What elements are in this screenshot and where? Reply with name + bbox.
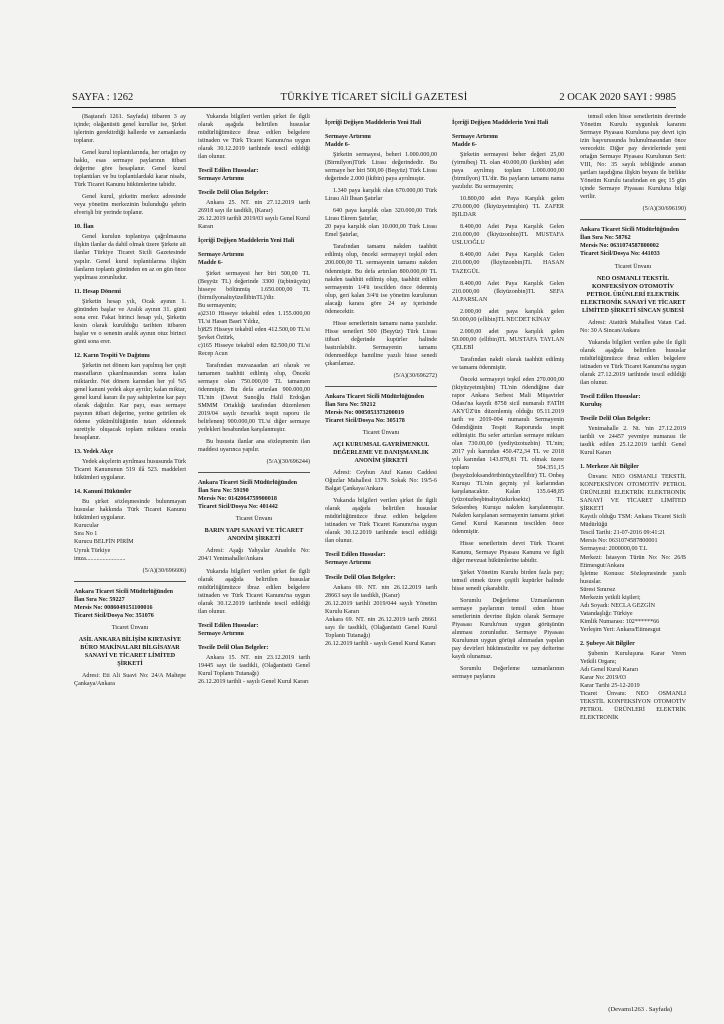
paragraph: Şirketin hesap yılı, Ocak ayının 1. gününden başlar ve Aralık ayının 31. günü sona erer. Fakat birinci hesap yılı, Şirketin kesin olarak kurulduğu tarihten itibaren başlar ve o senenin aralık ayının otuz birinci günü sona erer. bbox=[74, 298, 186, 345]
column-3 bbox=[325, 113, 437, 993]
paragraph: Şirketin sermayesi beher değeri 25,00 (yirmibeş) TL olan 40.000,00 (kırkbin) adet paya ayrılmış toplam 1.000.000,00 (birmilyon) TL'dir. Bu payların tamamı nama yazılıdır. Bu sermayenin; bbox=[452, 152, 564, 191]
header-rule bbox=[72, 107, 676, 108]
section-heading: 13. Yedek Akçe bbox=[74, 449, 114, 456]
section-heading: 2. Şubeye Ait Bilgiler bbox=[580, 640, 635, 647]
paragraph: Genel kurul toplantılarında, her ortağın oy hakkı, esas sermaye paylarının itibari değerine göre hesaplanır. Genel kurul toplantıları ve bu toplantılardaki karar nisabı, Türk Ticaret Kanunu hükümlerine tabidir. bbox=[74, 150, 186, 189]
notice-reference: (5/A)(30/696606) bbox=[142, 567, 186, 574]
paragraph: (Baştarafı 1261. Sayfada) itibaren 3 ay içinde; olağanüstü genel kurullar ise, Şirket işlerinin gerektirdiği hallerde ve zamanlarda toplanır. bbox=[74, 114, 186, 145]
section-heading: 11. Hesap Dönemi bbox=[74, 288, 121, 295]
company-title: AÇI KURUMSAL GAYRİMENKUL DEĞERLEME VE DANIŞMANLIK ANONİM ŞİRKETİ bbox=[332, 442, 430, 465]
column-5 bbox=[580, 113, 686, 993]
notice-reference: (5/A)(30/696272) bbox=[393, 372, 437, 379]
paragraph: Hisse senetlerinin devri Türk Ticaret Kanunu, Sermaye Piyasası Kanunu ve ilgili diğer mevzuat hükümlerine tabidir. bbox=[452, 541, 564, 564]
section-heading: Tescile Delil Olan Belgeler: bbox=[580, 416, 651, 422]
label: Ticaret Ünvanı bbox=[235, 516, 273, 523]
divider bbox=[325, 386, 437, 387]
section-heading: Tescil Edilen Hususlar: Kuruluş bbox=[580, 393, 641, 408]
column-1 bbox=[74, 113, 186, 993]
page-header bbox=[72, 92, 676, 106]
issue-date: 2 OCAK 2020 SAYI : 9985 bbox=[559, 92, 676, 103]
section-heading: Tescile Delil Olan Belgeler: bbox=[198, 644, 269, 651]
section-heading: Ankara Ticaret Sicili Müdürlüğünden İlan Sıra No: 59212 Mersis No: 0005053373200019 Ticaret Sicil/Dosya No: 305178 bbox=[325, 393, 425, 424]
section-heading: Sermaye Artırımı Madde 6- bbox=[452, 134, 498, 149]
paragraph: Ankara 69. NT. nin 26.12.2019 tarih 28663 sayı ile tasdikli, (Karar) 26.12.2019 tarihli 2019/044 sayılı Yönetim Kurulu Kararı Ankara 69. NT. nin 26.12.2019 tarih 28661 sayı ile tasdikli, (Olağanüstü Genel Kurul Toplantı Tutanağı) 26.12.2019 tarihli - sayılı Genel Kurul Kararı bbox=[325, 584, 437, 647]
continuation-note: (Devamı1263 . Sayfada) bbox=[608, 1006, 672, 1013]
divider bbox=[74, 581, 186, 582]
label: Ticaret Ünvanı bbox=[362, 430, 400, 437]
paragraph: Bu şirket sözleşmesinde bulunmayan hususlar hakkında Türk Ticaret Kanunu hükümleri uygulanır. Kurucular Sıra No 1 Kurucu BELFİN PİRİM Uyruk Türkiye imza.......................... bbox=[74, 499, 186, 562]
gazette-title: TÜRKİYE TİCARET SİCİLİ GAZETESİ bbox=[280, 92, 468, 103]
column-2 bbox=[198, 113, 310, 993]
paragraph: 1.340 paya karşılık olan 670.000,00 Türk Lirası Ali İhsan Şatırlar bbox=[325, 188, 437, 203]
paragraph: 8.400,00 Adet Paya Karşılık Gelen 210.000,00 (İkiyüzonbin)TL HASAN TAZEGÜL bbox=[452, 252, 564, 275]
paragraph: 8.400,00 Adet Paya Karşılık Gelen 210.000,00 (İkiyüzonbin)TL MUSTAFA USLUOĞLU bbox=[452, 224, 564, 247]
divider bbox=[580, 219, 686, 220]
paragraph: Adresi: Atatürk Mahallesi Vatan Cad. No: 30 A Sincan/Ankara bbox=[580, 319, 686, 334]
paragraph: Ankara 15. NT. nin 23.12.2019 tarih 19445 sayı ile tasdikli, (Olağanüstü Genel Kurul Toplantı Tutanağı) 26.12.2019 tarihli - sayılı Genel Kurul Kararı bbox=[198, 654, 310, 685]
paragraph: Yukarıda bilgileri verilen şirket ile ilgili olarak aşağıda belirtilen hususlar müdürlüğümüzce ibraz edilen belgelere istinaden ve Türk Ticaret Kanunu'na uygun olarak 30.12.2019 tarihinde tescil edildiği ilan olunur. bbox=[198, 568, 310, 615]
label: Ticaret Ünvanı bbox=[614, 263, 652, 270]
company-title: BARIN YAPI SANAYİ VE TİCARET ANONİM ŞİRKETİ bbox=[204, 528, 304, 543]
paragraph: Şirketin sermayesi, beheri 1.000.000,00 (Birmilyon)Türk Lirası değerindedir. Bu sermaye her biri 500,00 (Beşyüz) Türk Lirası değerinde 2.000 (ikibin) paya ayrılmıştır. bbox=[325, 152, 437, 183]
section-heading: Ankara Ticaret Sicili Müdürlüğünden İlan Sıra No: 59190 Mersis No: 0142064759900018 Ticaret Sicil/Dosya No: 401442 bbox=[198, 480, 298, 511]
section-heading: Ankara Ticaret Sicili Müdürlüğünden İlan Sıra No: 58762 Mersis No: 0631074587800002 Ticaret Sicil/Dosya No: 441033 bbox=[580, 227, 680, 258]
section-heading: Sermaye Artırımı Madde 6- bbox=[198, 252, 244, 267]
paragraph: Hisse senetlerinin tamamı nama yazılıdır. Hisse senetleri 500 (Beşyüz) Türk Lirası itibari değerinde kupürler halinde bastırılabilir. Sermayenin tamamı ödenmedikçe hamiline yazılı hisse senedi çıkarılamaz. bbox=[325, 320, 437, 367]
section-heading: Tescil Edilen Hususlar: Sermaye Artırımı bbox=[198, 168, 259, 183]
paragraph: Bu hususta ilanlar ana sözleşmenin ilan maddesi uyarınca yapılır. bbox=[198, 439, 310, 454]
company-title: ASİL ANKARA BİLİŞİM KIRTASİYE BÜRO MAKİNALARI BİLGİSAYAR SANAYİ VE TİCARET LİMİTED ŞİRKETİ bbox=[78, 636, 182, 667]
column-4 bbox=[452, 113, 564, 993]
paragraph: temsil eden hisse senetlerinin devrinde Yönetim Kurulu uygunluk kararını Sermaye Piyasası Kuruluna pay devri için izin başvurusunda bulunulmasından önce verecektir. Diğer pay devirlerinde yeni ortağın Sermaye Piyasası Kurulunun Seri: VIII, No: 35 sayılı tebliğinde aranan şartları taşıdığına ilişkin beyanı ile birlikte Yönetim Kurulu tarafından en geç 15 gün içinde Sermaye Piyasası Kuruluna bilgi verilir. bbox=[580, 114, 686, 201]
paragraph: 8.400,00 Adet Paya Karşılık Gelen 210.000,00 (İkiyüzonbin)TL SEFA ALPARSLAN bbox=[452, 280, 564, 303]
paragraph: Adresi: Ceyhun Atuf Kansu Caddesi Oğuzlar Mahallesi 1379. Sokak No: 19/5-6 Balgat Çankaya/Ankara bbox=[325, 470, 437, 493]
section-heading: İçeriği Değişen Maddelerin Yeni Hali bbox=[452, 120, 549, 126]
section-heading: 10. İlan bbox=[74, 224, 94, 231]
section-heading: Tescile Delil Olan Belgeler: bbox=[198, 190, 269, 197]
company-title: NEO OSMANLI TEKSTİL KONFEKSİYON OTOMOTİV PETROL ÜRÜNLERİ ELEKTRİK ELEKTRONİK SANAYİ VE TİCARET LİMİTED ŞİRKETİ SİNCAN ŞUBESİ bbox=[580, 275, 686, 314]
notice-reference: (5/A)(30/696190) bbox=[642, 206, 686, 213]
section-heading: Sermaye Artırımı Madde 6- bbox=[325, 134, 371, 149]
notice-reference: (5/A)(30/696244) bbox=[266, 459, 310, 466]
paragraph: Ankara 25. NT. nin 27.12.2019 tarih 26918 sayı ile tasdikli, (Karar) 26.12.2019 tarihli 2019/03 sayılı Genel Kurul Kararı bbox=[198, 200, 310, 231]
paragraph: 2.000,00 adet paya karşılık gelen 50.000,00 (ellibin)TL NECDET KİNAY bbox=[452, 308, 564, 323]
section-heading: 1. Merkeze Ait Bilgiler bbox=[580, 464, 639, 471]
paragraph: Şirket sermayesi her biri 500,00 TL (Beşyüz TL) değerinde 3300 (üçbinüçyüz) hisseye bölünmüş 1.650.000,00 TL (birmilyonaltıyüzellibinTL)'dir. Bu sermayenin; a)2310 Hisseye tekabül eden 1.155.000,00 TL'si Hasan Basri Yıldız, b)825 Hisseye tekabül eden 412.500,00 TL'si Şevket Öztürk, c)165 Hisseye tekabül eden 82.500,00 TL'si Recep Acun bbox=[198, 270, 310, 357]
paragraph: Önceki sermayeyi teşkil eden 270.000,00 (ikiyüzyetmişbin) TL'nin ödendiğine dair rapor Ankara Serbest Mali Müşavirler Odası'na kayıtlı 8758 sicil numaralı FATİH AKYÜZ'ün düzenlemiş olduğu 05.11.2019 tarih ve 2019-004 numaralı Sermayenin Ödendiğinin Tespit Raporunda tespit edilmiştir. Bu sefer artırılan sermaye miktarı olan 730.00,00 (yediyüzotuzbin) TL'nin; 2017 yılı karından 450.472,34 TL ve 2018 yılı karından 143.878,81 TL olmak üzere toplam 594.351,15 (beşyüzdoksandörtbinüçyüzellibir) TL Onbeş Kuruşu TL'nin geçmiş yıl karlarından karşılanacaktır. Kalan 135.648,85 (yüzotuzbeşbinaltıyüzkırksekiz) TL Seksenbeş Kuruşu nakden karşılanmıştır. Nakden karşılanan sermayenin tamamı şirket Genel Kurul Kararının tescilden önce ödenmiştir. bbox=[452, 376, 564, 536]
paragraph: Yukarıda bilgileri verilen şirket ile ilgili olarak aşağıda belirtilen hususlar müdürlüğümüzce ibraz edilen belgelere istinaden ve Türk Ticaret Kanunu'na uygun olarak 30.12.2019 tarihinde tescil edildiği ilan olunur. bbox=[325, 498, 437, 545]
paragraph: 2.000,00 adet paya karşılık gelen 50.000,00 (ellibin)TL MUSTAFA TAYLAN ÇELEBİ bbox=[452, 328, 564, 351]
section-heading: 12. Karın Tespiti Ve Dağıtımı bbox=[74, 352, 150, 359]
paragraph: Sorumlu Değerleme uzmanlarının sermaye paylarını bbox=[452, 665, 564, 680]
label: Ticaret Ünvanı bbox=[111, 624, 149, 631]
section-heading: Ankara Ticaret Sicili Müdürlüğünden İlan Sıra No: 59227 Mersis No: 0086049151100016 Ticaret Sicil/Dosya No: 351076 bbox=[74, 588, 174, 619]
paragraph: Şirketin net dönem karı yapılmış her çeşit masrafların çıkarılmasından sonra kalan miktardır. Net dönem karından her yıl %5 genel kanuni yedek akçe ayrılır; kalan miktar, genel kurul kararı ile pay sahiplerine kar payı olarak dağıtılır. Kar payı, esas sermaye payının itibari değerine, yerine getirilen ek ödeme yükümlülüğünün tutarı eklenmek suretiyle oluşacak toplam miktara oranla hesaplanır. bbox=[74, 362, 186, 442]
paragraph: Yukarıda bilgileri verilen şube ile ilgili olarak aşağıda belirtilen hususlar müdürlüğümüzce ibraz edilen belgelere istinaden ve Türk Ticaret Kanunu'na uygun olarak 27.12.2019 tarihinde tescil edildiği ilan olunur. bbox=[580, 339, 686, 386]
page-number: SAYFA : 1262 bbox=[72, 92, 134, 103]
paragraph: Tarafından muvazaadan ari olarak ve tamamen taahhüt edilmiş olup, Önceki sermaye olan 750.000,00 TL tamamen ödenmiştir. Bu defa artırılan 900.000,00 TL'nin (Davut Sunoğlu Halil Erdoğan SMMM Ortaklığı tarafından düzenlenen 2019/04 sayılı özvarlık tespit raporu ile belirlenen) 900.000,00 TL'si diğer sermaye yedekleri hesabından karşılanmıştır. bbox=[198, 362, 310, 434]
paragraph: Tarafından nakdi olarak taahhüt edilmiş ve tamamı ödenmiştir. bbox=[452, 356, 564, 371]
section-heading: 14. Kanuni Hükümler bbox=[74, 489, 132, 496]
divider bbox=[198, 472, 310, 473]
paragraph: Genel kurulun toplantıya çağrılmasına ilişkin ilanlar da dahil olmak üzere Şirkete ait ilanlar Türkiye Ticaret Sicili Gazetesinde yapılır. Genel kurul toplantılarına ilişkin ilanların toplantı gününden en az on gün önce yapılması zorunludur. bbox=[74, 234, 186, 281]
paragraph: Şubenin Kuruluşuna Karar Veren Yetkili Organı; Adı Genel Kurul Kararı Karar No: 2019/03 Karar Tarihi 25-12-2019 Ticaret Ünvanı: NEO OSMANLI TEKSTİL KONFEKSİYON OTOMOTİV PETROL ÜRÜNLERİ ELEKTRİK ELEKTRONİK bbox=[580, 650, 686, 722]
paragraph: Yenimahalle 2. Nt. 'nin 27.12.2019 tarihli ve 24457 yevmiye numarası ile tasdik edilen 25.12.2019 tarihli Genel Kurul Kararı bbox=[580, 426, 686, 457]
paragraph: Adresi: Eti Ali Suavi No: 24/A Maltepe Çankaya/Ankara bbox=[74, 672, 186, 687]
section-heading: İçeriği Değişen Maddelerin Yeni Hali bbox=[325, 120, 422, 126]
paragraph: 640 paya karşılık olan 320.000,00 Türk Lirası Ekrem Şatırlar, 20 paya karşılık olan 10.000,00 Türk Lirası Emel Şatırlar, bbox=[325, 208, 437, 239]
paragraph: Genel kurul, şirketin merkez adresinde veya yönetim merkezinin bulunduğu şehrin elverişli bir yerinde toplanır. bbox=[74, 194, 186, 217]
paragraph: Sorumlu Değerleme Uzmanlarının sermaye paylarının temsil eden hisse senetlerinin devrine ilişkin olarak Sermaye Piyasası Kurulu'nun uygun görüşünün alınması zorunludur. Sermaye Piyasası Kurulunun uygun görüşü alınmadan yapılan pay devirleri hükümsüzdür ve pay defterine kaydı olunamaz. bbox=[452, 597, 564, 660]
paragraph: Yukarıda bilgileri verilen şirket ile ilgili olarak aşağıda belirtilen hususlar müdürlüğümüzce ibraz edilen belgelere istinaden ve Türk Ticaret Kanunu'na uygun olarak 30.12.2019 tarihinde tescil edildiği ilan olunur. bbox=[198, 114, 310, 161]
paragraph: Şirket Yönetim Kurulu birden fazla pay; temsil etmek üzere çeşitli kupürler halinde hisse senedi çıkarabilir. bbox=[452, 569, 564, 592]
section-heading: Tescile Delil Olan Belgeler: bbox=[325, 574, 396, 581]
paragraph: 10.800,00 adet Paya Karşılık gelen 270.000,00 (İkiyüzyetmişbin) TL ZAFER IŞILDAR bbox=[452, 196, 564, 219]
paragraph: Ünvanı: NEO OSMANLI TEKSTİL KONFEKSİYON OTOMOTİV PETROL ÜRÜNLERİ ELEKTRİK ELEKTRONİK SANAYİ VE TİCARET LİMİTED ŞİRKETİ Kayıtlı olduğu TSM: Ankara Ticaret Sicili Müdürlüğü Tescil Tarihi: 21-07-2016 09:41:21 Mersis No: 0631074587800001 Sermayesi: 2000000,00 T.L Merkezi: İstasyon Türün No: No: 26/B Etimesgut/Ankara İşletme Konusu: Sözleşmesinde yazılı hususlar. Süresi Sınırsız Merkezin yetkili kişileri; Adı Soyadı: NECLA GEZGİN Vatandaşlığı: Türkiye Kimlik Numarası: 102******66 Yerleşim Yeri: Ankara/Etimesgut bbox=[580, 474, 686, 633]
section-heading: Tescil Edilen Hususlar: Sermaye Artırımı bbox=[198, 622, 259, 637]
paragraph: Yedek akçelerin ayrılması hususunda Türk Ticaret Kanununun 519 ilâ 523. maddeleri hükümleri uygulanır. bbox=[74, 459, 186, 482]
section-heading: Tescil Edilen Hususlar: Sermaye Artırımı bbox=[325, 552, 386, 567]
section-heading: İçeriği Değişen Maddelerin Yeni Hali bbox=[198, 238, 295, 245]
paragraph: Tarafından tamamı nakden taahhüt edilmiş olup, önceki sermayeyi teşkil eden 200.000,00 TL sermayenin tamamı nakden ödenmiştir. Bu defa artırılan 800.000,00 TL nakden taahhüt edilmiş olup, taahhüt edilen sermayenin 1/4'ü tescilden önce ödenmiş olup, geri kalan 3/4'ü ise yönetim kurulunun alacağı karara göre 24 ay içerisinde ödenecektir. bbox=[325, 244, 437, 315]
paragraph: Adresi: Aşağı Yahyalar Anadolu No: 204/1 Yenimahalle/Ankara bbox=[198, 548, 310, 563]
